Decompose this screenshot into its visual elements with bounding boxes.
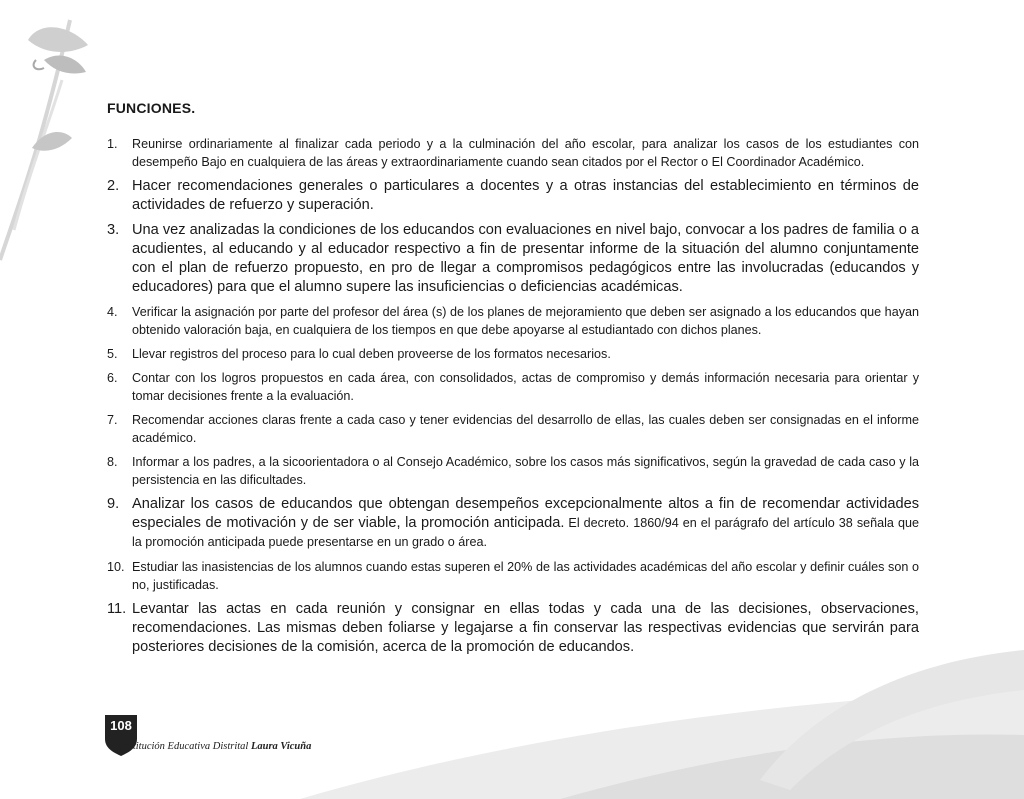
flower-ornament xyxy=(0,20,88,260)
item-number: 1. xyxy=(107,137,118,151)
wave-ornament xyxy=(300,650,1024,799)
list-item xyxy=(107,369,919,405)
list-item xyxy=(107,345,919,363)
functions-list xyxy=(107,135,919,663)
item-number: 2. xyxy=(107,178,120,194)
list-item xyxy=(107,558,919,594)
page-number: 108 xyxy=(110,718,132,733)
item-text: Analizar los casos de educandos que obtengan desempeños excepcionalmente altos a fin de recomendar actividades especiales de motivación y de ser viable, la promoción anticipada. xyxy=(132,496,919,531)
item-number: 6. xyxy=(107,371,118,385)
item-text: Hacer recomendaciones generales o particulares a docentes y a otras instancias del establecimiento en términos de actividades de refuerzo y superación. xyxy=(132,178,919,213)
footer-institution xyxy=(120,741,311,752)
item-text: Contar con los logros propuestos en cada área, con consolidados, actas de compromiso y demás información necesaria para orientar y tomar decisiones frente a la evaluación. xyxy=(132,371,919,403)
list-item xyxy=(107,495,919,552)
item-number: 10. xyxy=(107,560,125,574)
item-number: 5. xyxy=(107,347,118,361)
item-text: Informar a los padres, a la sicoorientadora o al Consejo Académico, sobre los casos más significativos, según la gravedad de cada caso y la persistencia en las dificultades. xyxy=(132,455,919,487)
item-text: Reunirse ordinariamente al finalizar cada periodo y a la culminación del año escolar, para analizar los casos de los estudiantes con desempeño Bajo en cualquiera de las áreas y extraordinariamente cuando sean citados por el Rector o El Coordinador Académico. xyxy=(132,137,919,169)
list-item xyxy=(107,600,919,657)
item-text: Estudiar las inasistencias de los alumnos cuando estas superen el 20% de las actividades académicas del año escolar y definir cuáles son o no, justificadas. xyxy=(132,560,919,592)
institution-label: Institución Educativa Distrital xyxy=(120,741,249,752)
item-text-tail: El decreto. 1860/94 en el parágrafo del artículo 38 señala que la promoción anticipada puede presentarse en un grado o área. xyxy=(132,516,919,549)
list-item xyxy=(107,303,919,339)
item-text: Recomendar acciones claras frente a cada caso y tener evidencias del desarrollo de ellas, las cuales deben ser consignadas en el informe académico. xyxy=(132,413,919,445)
item-number: 8. xyxy=(107,455,118,469)
list-item xyxy=(107,177,919,215)
institution-name: Laura Vicuña xyxy=(250,741,312,752)
list-item xyxy=(107,411,919,447)
item-number: 7. xyxy=(107,413,118,427)
item-text: Una vez analizadas la condiciones de los educandos con evaluaciones en nivel bajo, convocar a los padres de familia o a acudientes, al educando y al educador respectivo a fin de presentar informe de la situación del alumno conjuntamente con el plan de refuerzo propuesto, en pro de llegar a compromisos pedagógicos entre las involucradas (educandos y educadores) para que el alumno supere las insuficiencias o deficiencias académicas. xyxy=(132,222,919,295)
item-text: Levantar las actas en cada reunión y consignar en ellas todas y cada una de las decisiones, observaciones, recomendaciones. Las mismas deben foliarse y legajarse a fin conservar las respectivas evidencias que servirán para posteriores decisiones de la comisión, acerca de la promoción de educandos. xyxy=(132,601,919,655)
item-text-wrap xyxy=(132,495,919,552)
item-text: Llevar registros del proceso para lo cual deben proveerse de los formatos necesarios. xyxy=(132,347,611,361)
item-number: 11. xyxy=(107,601,127,617)
item-text: Verificar la asignación por parte del profesor del área (s) de los planes de mejoramiento que deben ser asignado a los educandos que hayan obtenido valoración baja, en cualquiera de los tiempos en que debe apoyarse al estudiantado con dichos planes. xyxy=(132,305,919,337)
list-item xyxy=(107,453,919,489)
item-number: 9. xyxy=(107,496,120,512)
section-heading: FUNCIONES. xyxy=(107,100,196,116)
list-item xyxy=(107,135,919,171)
item-number: 3. xyxy=(107,222,120,238)
list-item xyxy=(107,221,919,297)
item-number: 4. xyxy=(107,305,118,319)
